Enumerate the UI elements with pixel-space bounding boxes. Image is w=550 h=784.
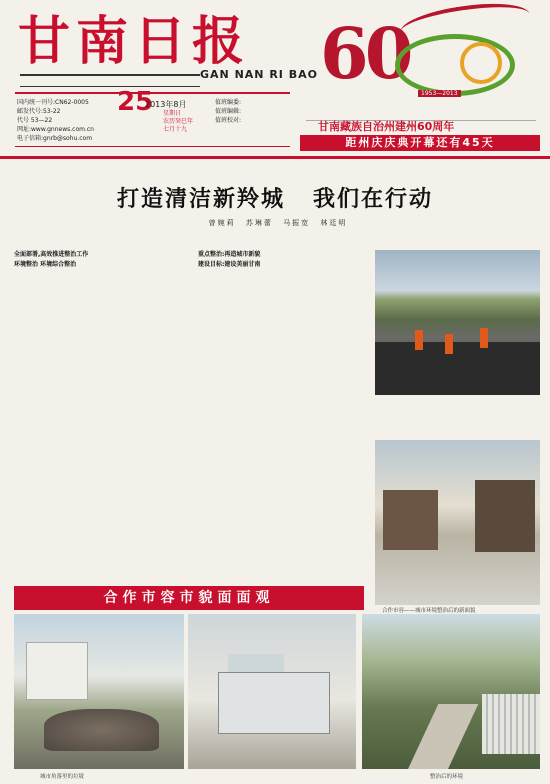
author-1: 曾婉莉	[208, 219, 236, 227]
clean-path-photo	[362, 614, 540, 769]
masthead	[0, 0, 550, 160]
worker-figure	[480, 328, 488, 348]
anniversary-logo	[300, 12, 540, 102]
anniversary-number: 60	[320, 12, 410, 95]
subhead-3: 重点整治:再造城市新貌	[198, 251, 261, 258]
worker-figure	[445, 334, 453, 354]
building	[475, 480, 535, 552]
subhead-4: 建设目标:建设美丽甘南	[198, 261, 261, 268]
weekday-line-1: 星期日	[163, 110, 182, 117]
countdown-banner: 距州庆庆典开幕还有45天	[300, 135, 540, 151]
article-column-middle	[198, 248, 368, 568]
sanitation-truck	[218, 672, 330, 734]
anniversary-years: 1953—2013	[418, 90, 461, 97]
section-banner: 合作市容市貌面面观	[14, 586, 364, 610]
date-block	[105, 87, 215, 142]
railing	[482, 694, 540, 754]
weekday-block	[163, 110, 193, 134]
info-line-2: 邮发代号:53-22	[17, 108, 61, 115]
footpath	[406, 704, 479, 769]
headline-part-1: 打造清洁新羚城	[116, 186, 285, 212]
garbage-pile	[44, 709, 159, 751]
weekday-line-3: 七月十九	[163, 126, 188, 133]
weekday-line-2: 农历癸巳年	[163, 118, 194, 125]
staff-line-2: 值班编辑:	[215, 108, 242, 115]
subhead-2: 环境整治 环境综合整治	[14, 261, 77, 268]
article-continuation	[14, 568, 369, 584]
road-surface	[375, 342, 540, 395]
author-4: 林廷明	[320, 219, 348, 227]
garbage-photo	[14, 614, 184, 769]
worker-figure	[415, 330, 423, 350]
staff-block	[215, 98, 290, 125]
newspaper-title: 甘南日报	[18, 11, 251, 72]
road-construction-photo	[375, 250, 540, 395]
photo-caption-street: 合作市容——城市环境整治后的新面貌	[382, 608, 476, 614]
byline	[0, 218, 550, 228]
building	[383, 490, 438, 550]
publication-info	[17, 98, 97, 143]
main-headline	[0, 182, 550, 213]
street-photo	[375, 440, 540, 605]
article-column-left	[14, 248, 189, 568]
photo-caption-garbage: 城市角落里的垃圾	[40, 774, 85, 780]
info-line-4: 网址:www.gnnews.com.cn	[17, 126, 94, 133]
article-column-right	[375, 397, 540, 439]
issue-info-bar	[15, 87, 290, 147]
info-line-3: 代号 53—22	[17, 117, 53, 124]
author-2: 苏琳蕾	[245, 219, 273, 227]
issue-year-month: 2013年8月	[145, 100, 187, 109]
issue-day: 25	[117, 87, 154, 117]
author-3: 马振宽	[283, 219, 311, 227]
headline-part-2: 我们在行动	[313, 186, 434, 212]
masthead-rule	[0, 156, 550, 159]
subhead-1: 全面部署,高效推进整治工作	[14, 251, 89, 258]
staff-line-3: 值班校对:	[215, 117, 242, 124]
photo-caption-path: 整治后的环境	[430, 774, 464, 780]
staff-line-1: 值班编委:	[215, 99, 242, 106]
logo-ring-gold	[460, 42, 502, 84]
info-line-1: 国内统一刊号:CN62-0005	[17, 99, 89, 106]
building	[26, 642, 88, 700]
info-line-5: 电子信箱:gnrb@sohu.com	[17, 135, 93, 142]
prefecture-anniversary-title: 甘南藏族自治州建州60周年	[318, 120, 455, 133]
truck-cab	[228, 654, 284, 674]
tibetan-title-rule	[20, 74, 200, 87]
sanitation-truck-photo	[188, 614, 356, 769]
newspaper-pinyin: GAN NAN RI BAO	[200, 68, 318, 81]
